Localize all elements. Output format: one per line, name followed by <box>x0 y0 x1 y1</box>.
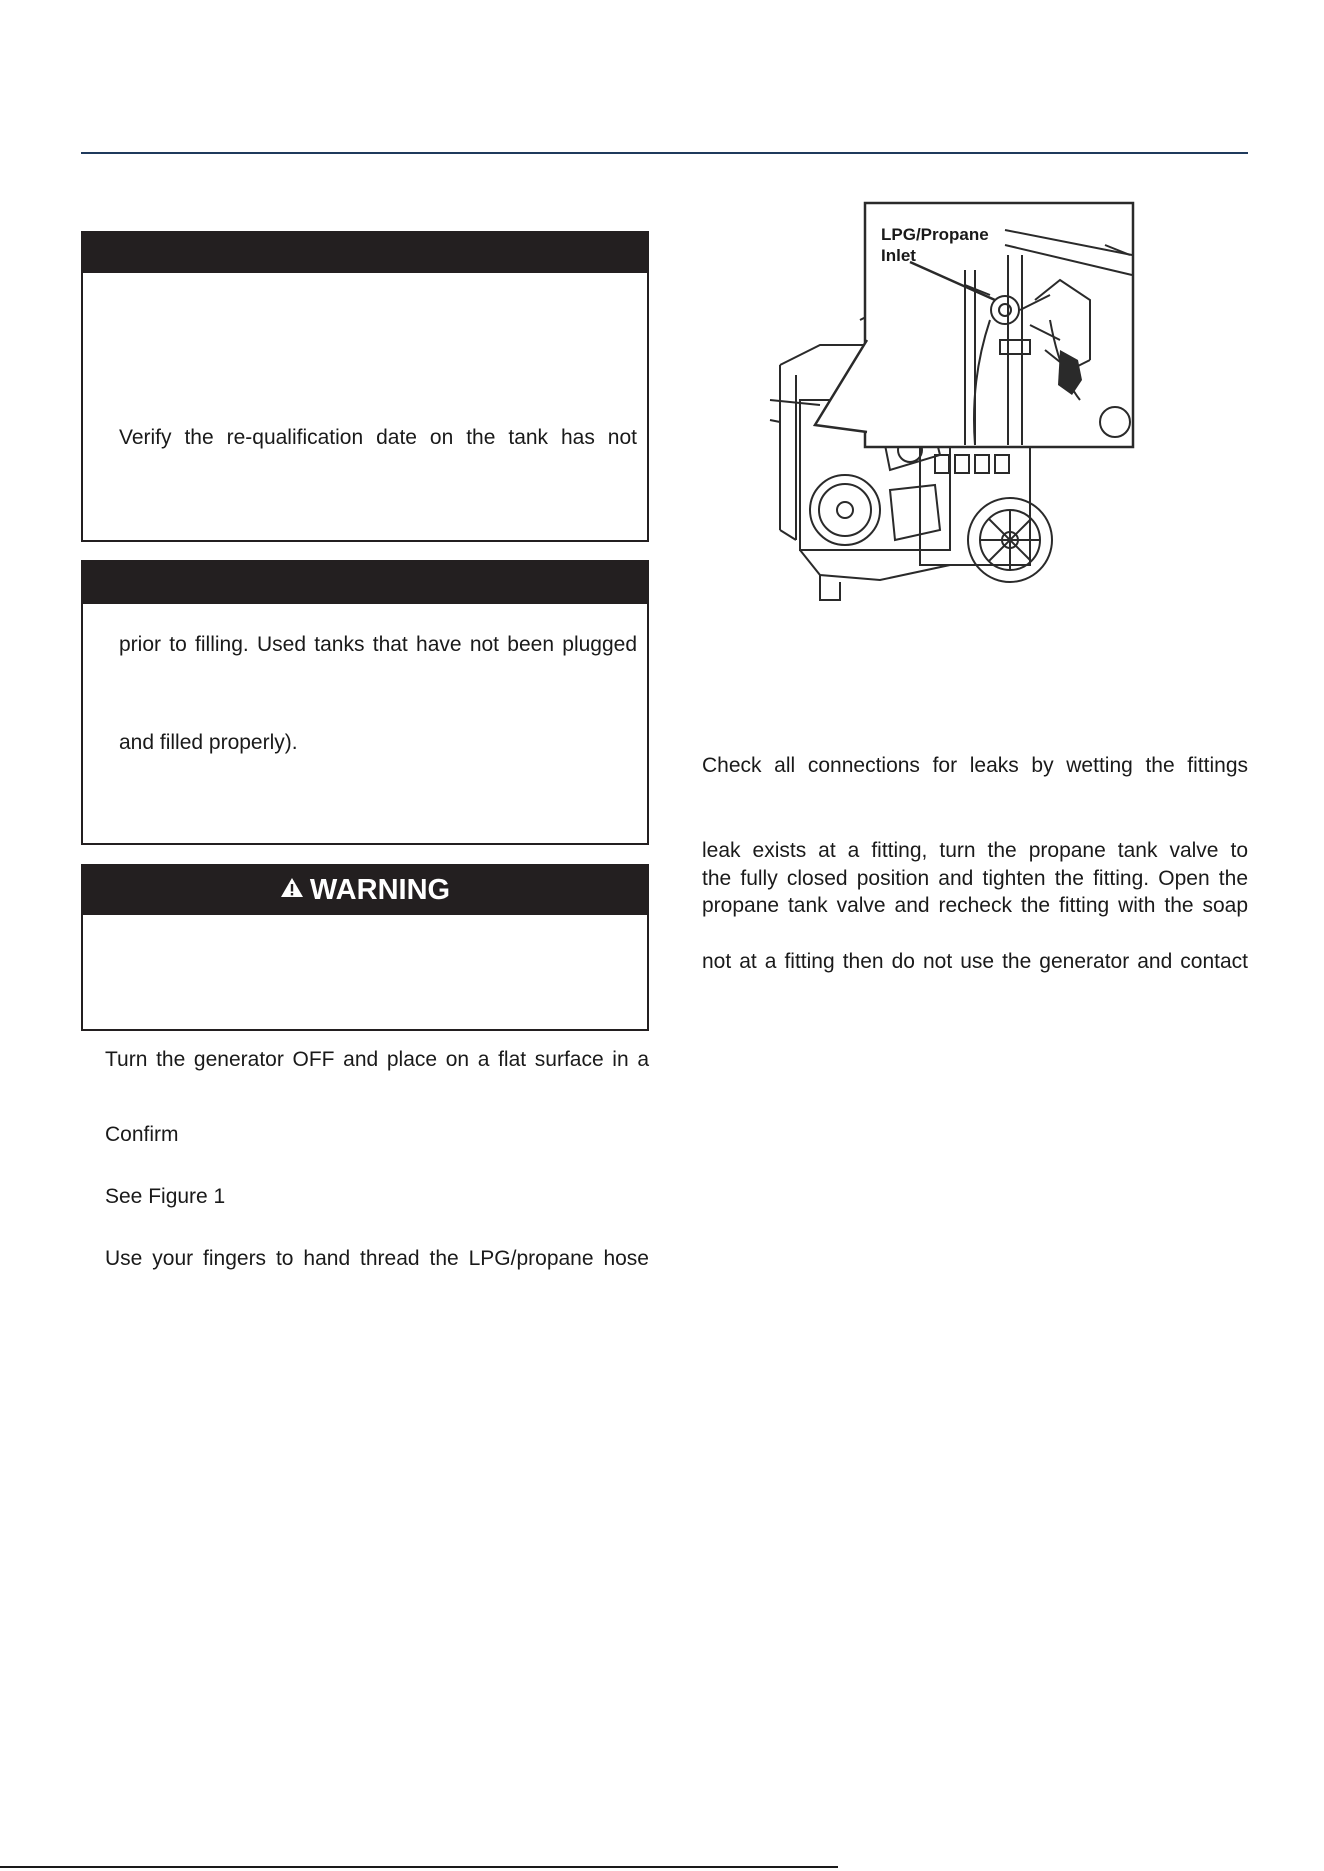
step-line-1: Turn the generator OFF and place on a flat surface in a <box>105 1048 649 1071</box>
notice-box-2-text-2: and filled properly). <box>119 731 298 754</box>
footer-rule <box>0 1866 838 1868</box>
right-line-5: not at a fitting then do not use the generator and contact <box>702 950 1248 973</box>
warning-header <box>83 866 647 915</box>
notice-box-1-header <box>83 233 647 273</box>
warning-label: WARNING <box>309 874 451 906</box>
right-line-4: propane tank valve and recheck the fitting with the soap <box>702 894 1248 917</box>
notice-box-2-text-1: prior to filling. Used tanks that have not been plugged <box>119 633 637 656</box>
step-line-2: Confirm <box>105 1123 179 1146</box>
warning-box <box>81 864 649 1031</box>
notice-box-2-header <box>83 562 647 604</box>
notice-box-1-text: Verify the re-qualification date on the tank has not <box>119 426 637 449</box>
notice-box-1 <box>81 231 649 542</box>
callout-label-line-2: Inlet <box>881 246 916 265</box>
step-line-4: Use your fingers to hand thread the LPG/propane hose <box>105 1247 649 1270</box>
notice-box-2 <box>81 560 649 845</box>
generator-illustration <box>760 200 1140 610</box>
right-line-3: the fully closed position and tighten the fitting. Open the <box>702 867 1248 890</box>
right-line-2: leak exists at a fitting, turn the propane tank valve to <box>702 839 1248 862</box>
callout-label-line-1: LPG/Propane <box>881 225 989 244</box>
warning-triangle-icon <box>280 865 304 914</box>
header-rule <box>81 152 1248 154</box>
right-line-1: Check all connections for leaks by wetting the fittings <box>702 754 1248 777</box>
generator-figure <box>760 200 1140 610</box>
step-line-3: See Figure 1 <box>105 1185 226 1208</box>
